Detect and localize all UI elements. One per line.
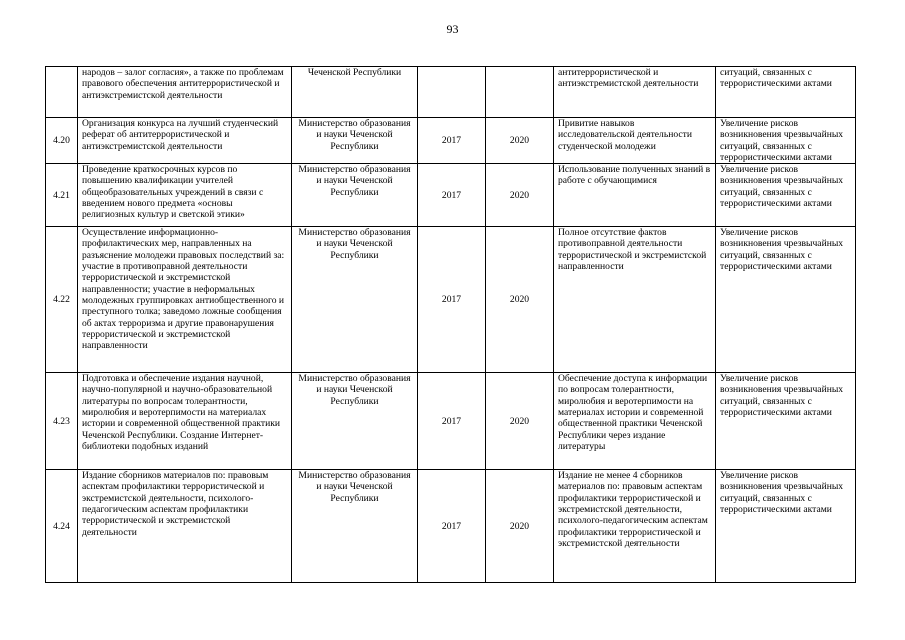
end-year-cell: 2020 — [486, 118, 554, 164]
row-number: 4.20 — [46, 118, 78, 164]
row-number: 4.22 — [46, 227, 78, 373]
expected-result-cell: Использование полученных знаний в работе с обучающимися — [554, 164, 716, 227]
risk-cell: Увеличение рисков возникновения чрезвычайных ситуаций, связанных с террористическими актами — [716, 470, 856, 583]
expected-result-cell: Полное отсутствие фактов противоправной деятельности террористической и экстремистской направленности — [554, 227, 716, 373]
table-row — [46, 164, 856, 227]
row-number: 4.24 — [46, 470, 78, 583]
expected-result-cell: Издание не менее 4 сборников материалов по: правовым аспектам профилактики террористической и экстремистской деятельности, психолого-педагогическим аспектам профилактики террористической и экстремистской деятельности — [554, 470, 716, 583]
table-row — [46, 67, 856, 118]
start-year-cell: 2017 — [418, 470, 486, 583]
expected-result-cell: Привитие навыков исследовательской деятельности студенческой молодежи — [554, 118, 716, 164]
event-cell: Проведение краткосрочных курсов по повышению квалификации учителей общеобразовательных учреждений в связи с введением нового предмета «основы религиозных культур и светской этики» — [78, 164, 292, 227]
event-cell: Организация конкурса на лучший студенческий реферат об антитеррористической и антиэкстремистской деятельности — [78, 118, 292, 164]
event-cell: народов – залог согласия», а также по проблемам правового обеспечения антитеррористической и антиэкстремистской деятельности — [78, 67, 292, 118]
start-year-cell: 2017 — [418, 373, 486, 470]
row-number: 4.23 — [46, 373, 78, 470]
executor-cell: Чеченской Республики — [292, 67, 418, 118]
expected-result-cell: антитеррористической и антиэкстремистской деятельности — [554, 67, 716, 118]
start-year-cell — [418, 67, 486, 118]
risk-cell: Увеличение рисков возникновения чрезвычайных ситуаций, связанных с террористическими актами — [716, 118, 856, 164]
risk-cell: ситуаций, связанных с террористическими актами — [716, 67, 856, 118]
executor-cell: Министерство образования и науки Чеченской Республики — [292, 373, 418, 470]
row-number: 4.21 — [46, 164, 78, 227]
end-year-cell: 2020 — [486, 227, 554, 373]
row-number — [46, 67, 78, 118]
page-number: 93 — [446, 22, 459, 36]
end-year-cell — [486, 67, 554, 118]
risk-cell: Увеличение рисков возникновения чрезвычайных ситуаций, связанных с террористическими актами — [716, 164, 856, 227]
end-year-cell: 2020 — [486, 164, 554, 227]
start-year-cell: 2017 — [418, 227, 486, 373]
end-year-cell: 2020 — [486, 470, 554, 583]
risk-cell: Увеличение рисков возникновения чрезвычайных ситуаций, связанных с террористическими актами — [716, 227, 856, 373]
executor-cell: Министерство образования и науки Чеченской Республики — [292, 470, 418, 583]
table-row — [46, 373, 856, 470]
table-row — [46, 227, 856, 373]
start-year-cell: 2017 — [418, 118, 486, 164]
executor-cell: Министерство образования и науки Чеченской Республики — [292, 227, 418, 373]
program-activities-table — [45, 66, 856, 583]
start-year-cell: 2017 — [418, 164, 486, 227]
end-year-cell: 2020 — [486, 373, 554, 470]
expected-result-cell: Обеспечение доступа к информации по вопросам толерантности, миролюбия и веротерпимости на материалах истории и современной общественной практики Чеченской Республики через издание литературы — [554, 373, 716, 470]
risk-cell: Увеличение рисков возникновения чрезвычайных ситуаций, связанных с террористическими актами — [716, 373, 856, 470]
table-row — [46, 118, 856, 164]
event-cell: Осуществление информационно-профилактических мер, направленных на разъяснение молодежи правовых последствий за: участие в противоправной деятельности террористической и экстремистской направленности; участие в неформальных молодежных группировках антиобщественного и преступного толка; заведомо ложные сообщения об актах терроризма и другие правонарушения террористической и экстремистской направленности — [78, 227, 292, 373]
executor-cell: Министерство образования и науки Чеченской Республики — [292, 118, 418, 164]
executor-cell: Министерство образования и науки Чеченской Республики — [292, 164, 418, 227]
table-row — [46, 470, 856, 583]
event-cell: Издание сборников материалов по: правовым аспектам профилактики террористической и экстремистской деятельности, психолого-педагогическим аспектам профилактики террористической и экстремистской деятельности — [78, 470, 292, 583]
event-cell: Подготовка и обеспечение издания научной, научно-популярной и научно-образовательной литературы по вопросам толерантности, миролюбия и веротерпимости на материалах истории и современной общественной практики Чеченской Республики. Создание Интернет-библиотеки подобных изданий — [78, 373, 292, 470]
